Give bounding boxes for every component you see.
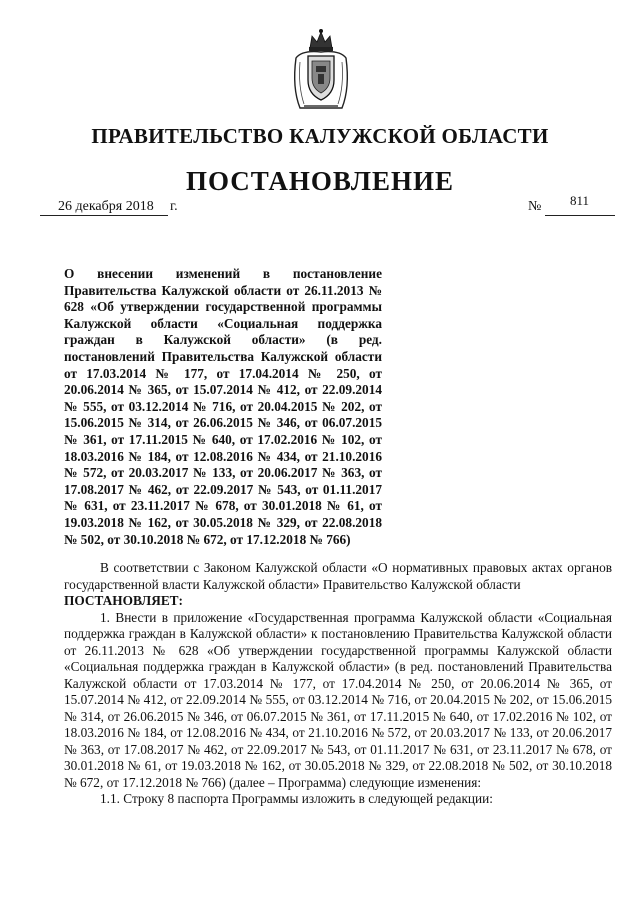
document-type: ПОСТАНОВЛЕНИЕ [185,166,455,196]
document-number: 811 [570,193,590,208]
item-1-1-paragraph: 1.1. Строку 8 паспорта Программы изложить в следующей редакции: [100,791,493,806]
resolves-heading: ПОСТАНОВЛЯЕТ: [64,593,183,608]
number-sign: № [528,199,542,214]
kaluga-coat-of-arms-icon [290,28,352,112]
document-body [64,560,612,808]
date-number-row [40,193,600,221]
organization-name: ПРАВИТЕЛЬСТВО КАЛУЖСКОЙ ОБЛАСТИ [91,124,549,148]
document-date: 26 декабря 2018 [58,199,154,214]
preamble-paragraph: В соответствии с Законом Калужской области «О нормативных правовых актах органов государственной власти Калужской области» Правительство Калужской области [64,560,612,592]
item-1-paragraph: 1. Внести в приложение «Государственная программа Калужской области «Социальная поддержка граждан в Калужской области» к постановлению Правительства Калужской области от 26.11.2013 № 628 «Об утверждении государственной программы Калужской области «Социальная поддержка граждан в Калужской области» (в ред. постановлений Правительства Калужской области от 17.03.2014 № 177, от 17.04.2014 № 250, от 20.06.2014 № 365, от 15.07.2014 № 412, от 22.09.2014 № 555, от 03.12.2014 № 716, от 20.04.2015 № 202, от 15.06.2015 № 314, от 26.06.2015 № 346, от 06.07.2015 № 361, от 17.11.2015 № 640, от 17.02.2016 № 102, от 18.03.2016 № 184, от 12.08.2016 № 434, от 21.10.2016 № 572, от 20.03.2017 № 133, от 20.06.2017 № 363, от 17.08.2017 № 462, от 22.09.2017 № 543, от 01.11.2017 № 631, от 23.11.2017 № 678, от 30.01.2018 № 61, от 19.03.2018 № 162, от 30.05.2018 № 329, от 22.08.2018 № 502, от 30.10.2018 № 672, от 17.12.2018 № 766) (далее – Программа) следующие изменения: [64,609,612,790]
date-suffix: г. [170,199,178,214]
document-title: О внесении изменений в постановление Правительства Калужской области от 26.11.2013 № 628 «Об утверждении государственной программы Калужской области «Социальная поддержка граждан в Калужской области» (в ред. постановлений Правительства Калужской области от 17.03.2014 № 177, от 17.04.2014 № 250, от 20.06.2014 № 365, от 15.07.2014 № 412, от 22.09.2014 № 555, от 03.12.2014 № 716, от 20.04.2015 № 202, от 15.06.2015 № 314, от 26.06.2015 № 346, от 06.07.2015 № 361, от 17.11.2015 № 640, от 17.02.2016 № 102, от 18.03.2016 № 184, от 12.08.2016 № 434, от 21.10.2016 № 572, от 20.03.2017 № 133, от 20.06.2017 № 363, от 17.08.2017 № 462, от 22.09.2017 № 543, от 01.11.2017 № 631, от 23.11.2017 № 678, от 30.01.2018 № 61, от 19.03.2018 № 162, от 30.05.2018 № 329, от 22.08.2018 № 502, от 30.10.2018 № 672, от 17.12.2018 № 766) [64,266,382,547]
